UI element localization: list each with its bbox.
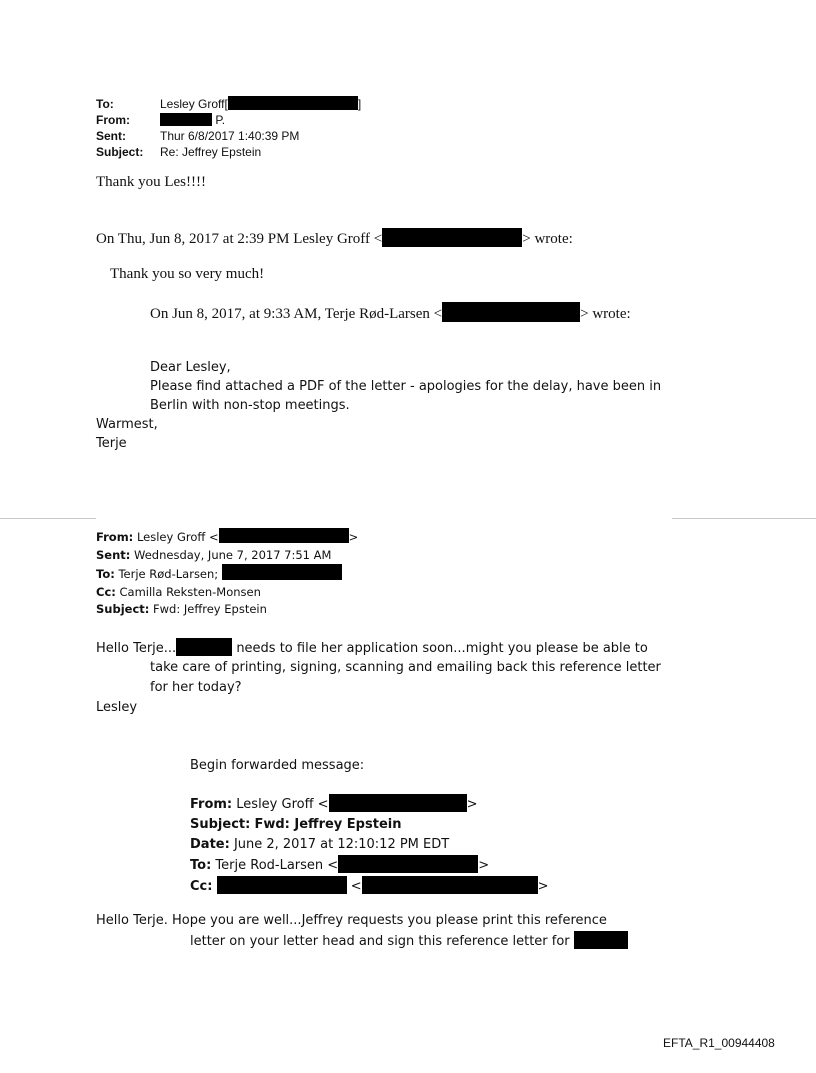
header-sent-value: Thur 6/8/2017 1:40:39 PM [160, 129, 300, 143]
quote1-intro [96, 228, 573, 248]
forwarded-cc-mid: < [350, 879, 362, 894]
forward-header [96, 528, 358, 619]
forwarded-cc-close: > [537, 879, 549, 894]
forwarded-subject-row [190, 815, 549, 835]
redaction-bar [160, 113, 212, 126]
forwarded-subject-value: Fwd: Jeffrey Epstein [254, 817, 402, 832]
quote2-intro-post: > wrote: [580, 306, 631, 322]
forward-cc-label: Cc: [96, 584, 116, 599]
message3-line1: Hello Terje. Hope you are well...Jeffrey requests you please print this reference [96, 913, 607, 928]
redaction-bar [217, 876, 347, 894]
reply-body: Thank you Les!!!! [96, 174, 206, 190]
forwarded-date-label: Date: [190, 837, 230, 852]
quote2-signature: Terje [96, 436, 127, 451]
forward-cc-value: Camilla Reksten-Monsen [119, 584, 261, 599]
header-subject-label: Subject: [96, 145, 144, 159]
quote2-closing: Warmest, [96, 417, 158, 432]
quote2-intro-pre: On Jun 8, 2017, at 9:33 AM, Terje Rød-Larsen < [150, 306, 443, 322]
divider-right [672, 518, 816, 519]
quote1-intro-post: > wrote: [522, 231, 573, 247]
header-sent-row [96, 128, 361, 144]
forwarded-to-close: > [478, 858, 490, 873]
header-sent-label: Sent: [96, 129, 126, 143]
redaction-bar [222, 564, 342, 580]
forwarded-date-row [190, 835, 549, 855]
email-header [96, 96, 361, 160]
header-to-row [96, 96, 361, 112]
header-to-value: Lesley Groff[ [160, 97, 228, 111]
forward-from-value: Lesley Groff < [136, 530, 219, 544]
header-from-row [96, 112, 361, 128]
quote2-intro [150, 302, 631, 323]
redaction-bar [219, 528, 349, 543]
document-id: EFTA_R1_00944408 [663, 1036, 775, 1050]
forwarded-from-value: Lesley Groff < [236, 797, 329, 812]
quote2-line2: Berlin with non-stop meetings. [150, 398, 350, 413]
redaction-bar [382, 228, 522, 247]
message2-line3: for her today? [150, 680, 242, 695]
forwarded-cc-label: Cc: [190, 879, 213, 894]
message2-continued [150, 658, 661, 698]
message2-line2: take care of printing, signing, scanning and emailing back this reference letter [150, 660, 661, 675]
forward-cc-row [96, 584, 358, 602]
forwarded-subject-label: Subject: [190, 817, 251, 832]
redaction-bar [329, 794, 467, 812]
redaction-bar [442, 302, 580, 322]
forwarded-to-label: To: [190, 858, 212, 873]
forward-from-label: From: [96, 530, 134, 544]
message2-line1-post: needs to file her application soon...might you please be able to [236, 641, 648, 656]
message2-signature: Lesley [96, 700, 138, 715]
forward-subject-row [96, 601, 358, 619]
forwarded-from-close: > [466, 797, 478, 812]
redaction-bar [176, 638, 232, 656]
header-to-close: ] [357, 97, 362, 111]
forwarded-to-row [190, 855, 549, 876]
quote1-body: Thank you so very much! [110, 266, 265, 282]
message2-line1 [96, 638, 648, 659]
forward-to-label: To: [96, 567, 115, 581]
forward-from-close: > [348, 530, 359, 544]
message2-line1-pre: Hello Terje... [96, 641, 177, 656]
forwarded-to-value: Terje Rod-Larsen < [215, 858, 339, 873]
message3-line2: letter on your letter head and sign this reference letter for [190, 934, 570, 949]
forwarded-cc-row [190, 876, 549, 897]
forward-subject-label: Subject: [96, 602, 150, 616]
header-from-value: P. [215, 113, 226, 127]
redaction-bar [228, 96, 358, 110]
quote1-intro-pre: On Thu, Jun 8, 2017 at 2:39 PM Lesley Groff < [96, 231, 383, 247]
header-subject-row [96, 144, 361, 160]
quote2-signoff [96, 415, 158, 453]
forwarded-from-label: From: [190, 797, 233, 812]
quote2-line1: Please find attached a PDF of the letter - apologies for the delay, have been in [150, 379, 662, 394]
forwarded-date-value: June 2, 2017 at 12:10:12 PM EDT [233, 837, 450, 852]
forward-sent-value: Wednesday, June 7, 2017 7:51 AM [134, 547, 332, 562]
redaction-bar [338, 855, 478, 873]
redaction-bar [574, 931, 628, 949]
forward-from-row [96, 528, 358, 547]
forward-to-row [96, 564, 358, 584]
forward-sent-row [96, 547, 358, 565]
forwarded-from-row [190, 794, 549, 815]
forwarded-intro: Begin forwarded message: [190, 758, 365, 773]
divider-left [0, 518, 96, 519]
forward-sent-label: Sent: [96, 547, 131, 562]
forward-subject-value: Fwd: Jeffrey Epstein [153, 602, 267, 616]
quote2-letter [150, 358, 661, 415]
quote2-greeting: Dear Lesley, [150, 360, 231, 375]
header-to-label: To: [96, 97, 114, 111]
header-subject-value: Re: Jeffrey Epstein [160, 145, 262, 159]
redaction-bar [362, 876, 538, 894]
forward-to-value: Terje Rød-Larsen; [118, 567, 219, 581]
header-from-label: From: [96, 113, 130, 127]
message3-line2-row [190, 931, 628, 952]
forwarded-header [190, 794, 549, 897]
